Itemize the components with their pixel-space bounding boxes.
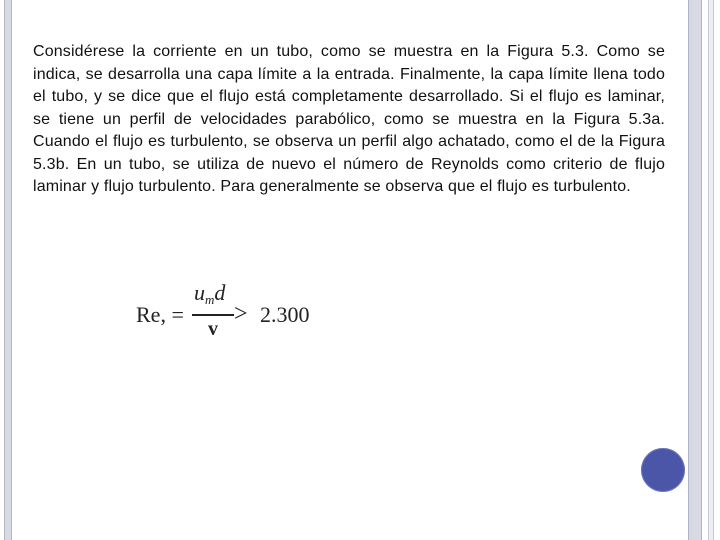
formula-operator: > — [234, 301, 248, 327]
formula-numerator-tail: d — [214, 280, 226, 305]
formula-numerator-symbol: u — [194, 280, 205, 305]
right-decorative-rule-inner — [708, 0, 714, 540]
formula-rhs: 2.300 — [260, 302, 310, 327]
navigation-circle-icon[interactable] — [641, 448, 685, 492]
formula-lhs: Re, = — [136, 302, 184, 327]
formula-denominator: v — [208, 318, 218, 340]
formula-fraction-bar — [192, 314, 234, 316]
reynolds-formula — [136, 274, 336, 350]
right-decorative-rule — [688, 0, 702, 540]
body-paragraph: Considérese la corriente en un tubo, como se muestra en la Figura 5.3. Como se indica, se desarrolla una capa límite a la entrada. Finalmente, la capa límite llena todo el tubo, y se dice que el flujo está completamente desarrollado. Si el flujo es laminar, se tiene un perfil de velocidades parabólico, como se muestra en la Figura 5.3a. Cuando el flujo es turbulento, se observa un perfil algo achatado, como el de la Figura 5.3b. En un tubo, se utiliza de nuevo el número de Reynolds como criterio de flujo laminar y flujo turbulento. Para generalmente se observa que el flujo es turbulento. — [33, 43, 665, 195]
formula-numerator-subscript: m — [205, 292, 215, 307]
left-decorative-rule — [4, 0, 12, 540]
formula-numerator — [194, 280, 225, 308]
